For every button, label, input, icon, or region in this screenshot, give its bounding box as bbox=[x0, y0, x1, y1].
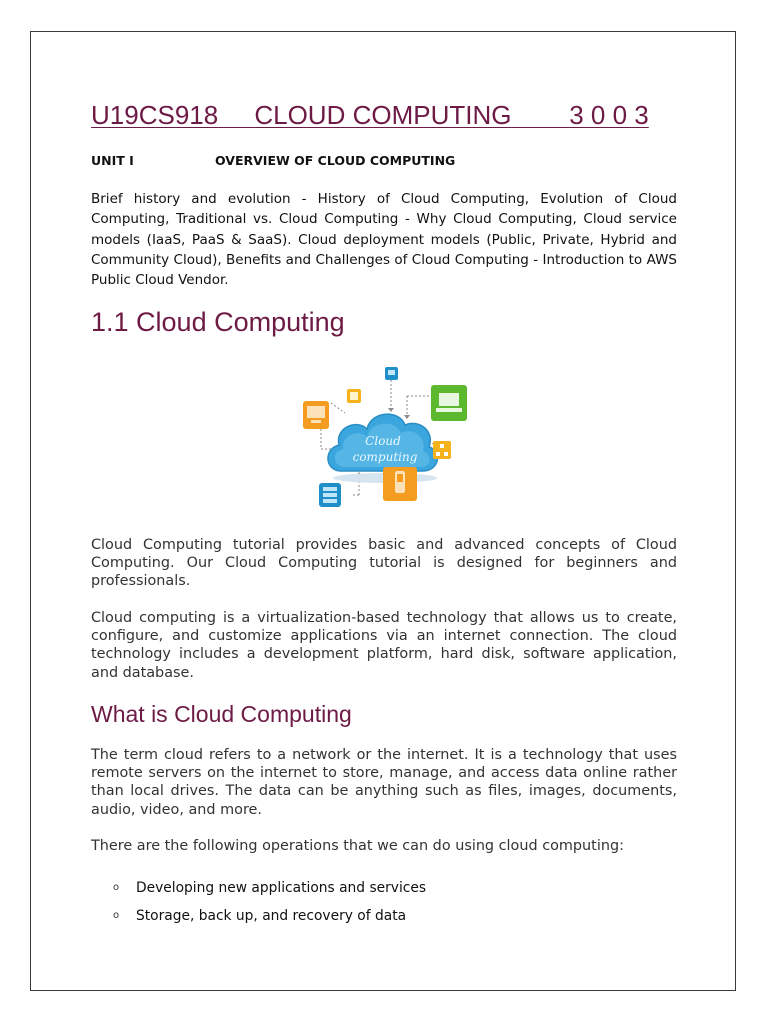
document-page bbox=[30, 31, 736, 991]
cloud-diagram-svg bbox=[299, 363, 471, 511]
section-heading-what-is-cloud: What is Cloud Computing bbox=[91, 701, 352, 727]
list-item bbox=[113, 878, 673, 906]
monitor-icon bbox=[303, 401, 329, 429]
course-code: U19CS918 bbox=[91, 100, 219, 130]
list-item-text: Storage, back up, and recovery of data bbox=[136, 908, 407, 924]
list-item bbox=[113, 906, 673, 934]
network-icon bbox=[433, 441, 451, 459]
small-device-icon bbox=[385, 367, 398, 380]
list-item-text: Developing new applications and services bbox=[136, 880, 427, 896]
document-icon bbox=[347, 389, 361, 403]
intro-paragraph: Cloud Computing tutorial provides basic and advanced concepts of Cloud Computing. Our Cloud Computing tutorial is designed for beginners and professionals. bbox=[91, 537, 677, 590]
unit-syllabus: Brief history and evolution - History of Cloud Computing, Evolution of Cloud Computing, Traditional vs. Cloud Computing - Why Cloud Computing, Cloud service models (IaaS, PaaS & SaaS). Cloud deployment models (Public, Private, Hybrid and Community Cloud), Benefits and Challenges of Cloud Computing - Introduction to AWS Public Cloud Vendor. bbox=[91, 191, 677, 289]
cloud-term-paragraph: The term cloud refers to a network or the internet. It is a technology that uses remote servers on the internet to store, manage, and access data online rather than local drives. The data can be anything such as files, images, documents, audio, video, and more. bbox=[91, 747, 677, 818]
laptop-icon bbox=[431, 385, 467, 421]
operations-intro-paragraph: There are the following operations that we can do using cloud computing: bbox=[91, 838, 624, 854]
cloud-label-line1: Cloud bbox=[365, 434, 401, 448]
mobile-phone-icon bbox=[383, 467, 417, 501]
course-title bbox=[91, 100, 677, 131]
cloud-icon bbox=[328, 414, 438, 471]
section-heading-cloud-computing: 1.1 Cloud Computing bbox=[91, 307, 345, 337]
server-icon bbox=[319, 483, 341, 507]
unit-title: OVERVIEW OF CLOUD COMPUTING bbox=[215, 153, 456, 168]
cloud-label-line2: computing bbox=[352, 450, 418, 464]
unit-label: UNIT I bbox=[91, 153, 134, 168]
bullet-icon: o bbox=[113, 882, 120, 893]
course-name: CLOUD COMPUTING bbox=[254, 100, 512, 130]
course-credits: 3 0 0 3 bbox=[569, 100, 649, 130]
definition-paragraph: Cloud computing is a virtualization-based technology that allows us to create, configure, and customize applications via an internet connection. The cloud technology includes a development platform, hard disk, software application, and database. bbox=[91, 610, 677, 681]
bullet-icon: o bbox=[113, 910, 120, 921]
cloud-computing-illustration bbox=[299, 363, 471, 511]
unit-heading bbox=[91, 153, 677, 168]
operations-list bbox=[113, 878, 673, 934]
